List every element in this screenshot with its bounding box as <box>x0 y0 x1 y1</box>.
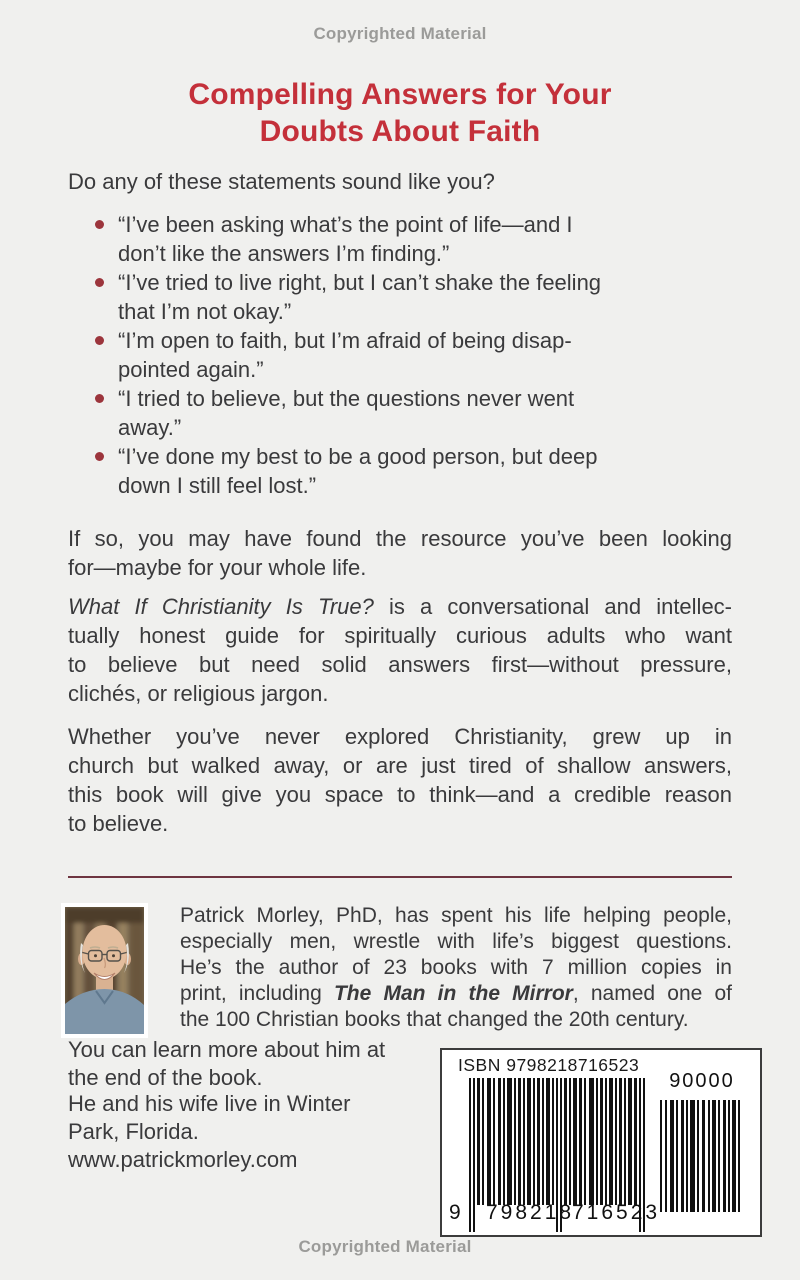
author-website: www.patrickmorley.com <box>68 1147 298 1172</box>
paragraph-line <box>68 592 732 621</box>
paragraph-if-so <box>68 524 732 582</box>
book-title-mirror: The Man in the Mirror <box>333 982 573 1005</box>
statement-text: that I’m not okay.” <box>118 299 292 324</box>
statement-text: “I’ve been asking what’s the point of life—and I <box>118 212 573 237</box>
list-item <box>68 326 732 384</box>
note-line: You can learn more about him at <box>68 1037 386 1062</box>
statement-text: “I tried to believe, but the questions never went <box>118 386 575 411</box>
divider-rule <box>68 876 732 878</box>
copyright-notice-bottom: Copyrighted Material <box>298 1237 472 1256</box>
paragraph-text: is a conversational and intellec- <box>373 594 733 619</box>
title-line-1: Compelling Answers for Your <box>188 78 612 111</box>
bullet-icon <box>95 452 104 461</box>
bullet-icon <box>95 394 104 403</box>
statement-text: down I still feel lost.” <box>118 473 317 498</box>
author-photo <box>61 903 148 1038</box>
statement-text: “I’m open to faith, but I’m afraid of being disap- <box>118 328 572 353</box>
note-line: He and his wife live in Winter <box>68 1091 351 1116</box>
statements-list <box>68 210 732 500</box>
bio-text: print, including <box>180 982 334 1005</box>
isbn-label: ISBN 9798218716523 <box>458 1055 640 1075</box>
statement-text: don’t like the answers I’m finding.” <box>118 241 450 266</box>
title-line-2: Doubts About Faith <box>259 115 541 148</box>
list-item <box>68 210 732 268</box>
barcode-digit-group1: 798218 <box>486 1201 575 1224</box>
list-item <box>68 384 732 442</box>
bio-text: , named one of <box>572 982 733 1005</box>
bullet-icon <box>95 336 104 345</box>
note-line: the end of the book. <box>68 1065 263 1090</box>
barcode-digit-left: 9 <box>449 1201 464 1224</box>
learn-more-note <box>68 1036 448 1092</box>
bio-line: especially men, wrestle with life’s biggest questions. <box>180 930 732 953</box>
paragraph-book-description <box>68 592 732 708</box>
paragraph-line: Whether you’ve never explored Christianity, grew up in <box>68 724 732 749</box>
residence-note <box>68 1090 448 1146</box>
paragraph-line: tually honest guide for spiritually curious adults who want <box>68 623 732 648</box>
author-bio <box>180 903 732 1033</box>
statement-text: “I’ve tried to live right, but I can’t shake the feeling <box>118 270 602 295</box>
list-item <box>68 268 732 326</box>
author-photo-image <box>65 907 144 1034</box>
paragraph-whether <box>68 722 732 838</box>
note-line: Park, Florida. <box>68 1119 199 1144</box>
paragraph-line: church but walked away, or are just tired of shallow answers, <box>68 753 732 778</box>
paragraph-line: clichés, or religious jargon. <box>68 681 329 706</box>
price-code: 90000 <box>669 1070 735 1092</box>
bullet-icon <box>95 220 104 229</box>
bio-line: the 100 Christian books that changed the 20th century. <box>180 1008 689 1031</box>
page-title <box>0 76 800 150</box>
bio-line <box>180 981 732 1007</box>
paragraph-line: for—maybe for your whole life. <box>68 555 367 580</box>
paragraph-line: to believe. <box>68 811 169 836</box>
intro-question: Do any of these statements sound like you? <box>68 169 495 194</box>
statement-text: pointed again.” <box>118 357 264 382</box>
bullet-icon <box>95 278 104 287</box>
bio-line: He’s the author of 23 books with 7 million copies in <box>180 956 732 979</box>
statement-text: away.” <box>118 415 182 440</box>
paragraph-line: this book will give you space to think—and a credible reason <box>68 782 732 807</box>
paragraph-line: to believe but need solid answers first—without pressure, <box>68 652 732 677</box>
price-barcode <box>660 1100 744 1212</box>
copyright-notice-top: Copyrighted Material <box>313 24 487 43</box>
statement-text: “I’ve done my best to be a good person, but deep <box>118 444 598 469</box>
paragraph-line: If so, you may have found the resource you’ve been looking <box>68 526 732 551</box>
list-item <box>68 442 732 500</box>
barcode-box <box>440 1048 762 1237</box>
bio-line: Patrick Morley, PhD, has spent his life helping people, <box>180 904 732 927</box>
barcode-digit-group2: 716523 <box>572 1201 661 1224</box>
book-title-italic: What If Christianity Is True? <box>68 594 374 619</box>
